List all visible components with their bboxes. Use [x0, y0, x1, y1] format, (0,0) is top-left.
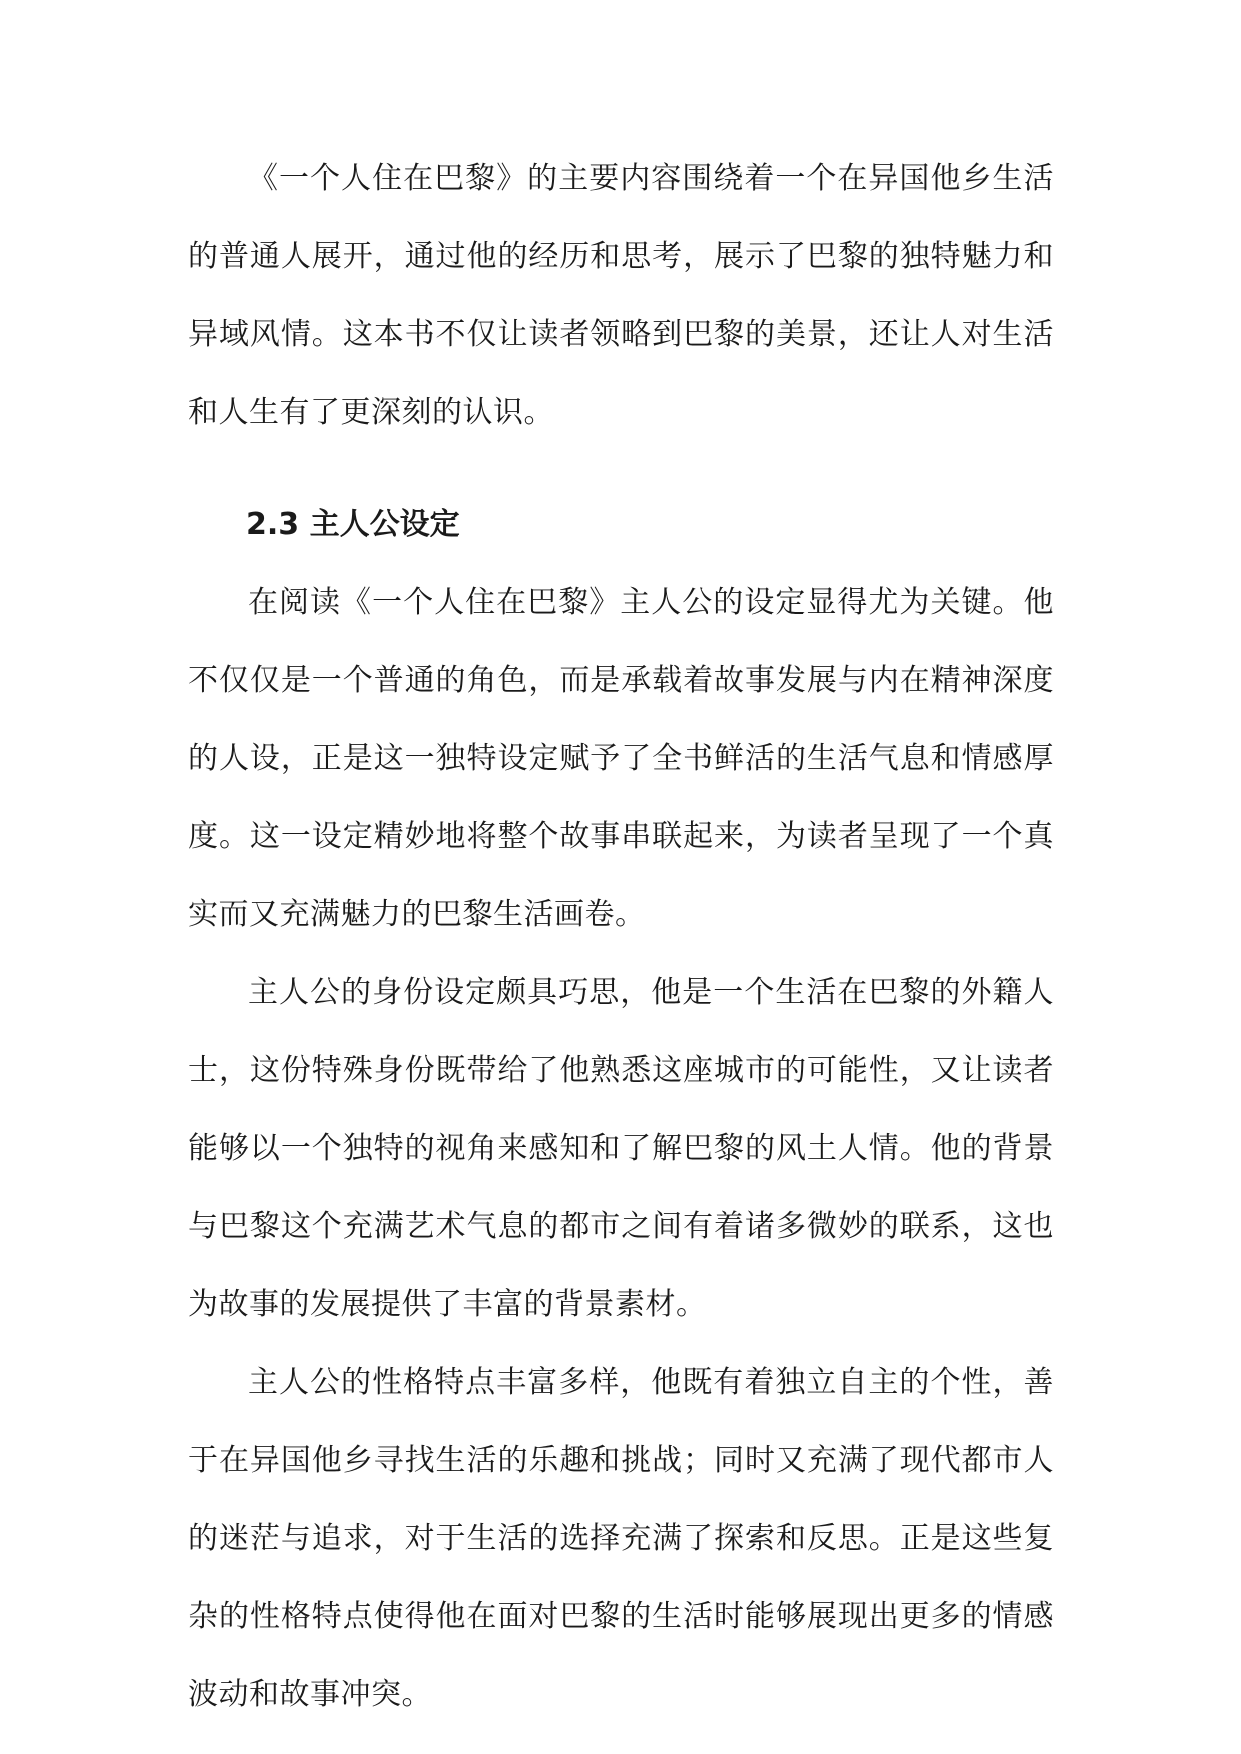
document-body — [188, 140, 1054, 1734]
body-paragraph-2: 主人公的身份设定颇具巧思，他是一个生活在巴黎的外籍人士，这份特殊身份既带给了他熟悉这座城市的可能性，又让读者能够以一个独特的视角来感知和了解巴黎的风土人情。他的背景与巴黎这个充满艺术气息的都市之间有着诸多微妙的联系，这也为故事的发展提供了丰富的背景素材。 — [188, 975, 1054, 1322]
body-paragraph-1: 在阅读《一个人住在巴黎》主人公的设定显得尤为关键。他不仅仅是一个普通的角色，而是承载着故事发展与内在精神深度的人设，正是这一独特设定赋予了全书鲜活的生活气息和情感厚度。这一设定精妙地将整个故事串联起来，为读者呈现了一个真实而又充满魅力的巴黎生活画卷。 — [188, 585, 1054, 932]
body-paragraph-3: 主人公的性格特点丰富多样，他既有着独立自主的个性，善于在异国他乡寻找生活的乐趣和挑战；同时又充满了现代都市人的迷茫与追求，对于生活的选择充满了探索和反思。正是这些复杂的性格特点使得他在面对巴黎的生活时能够展现出更多的情感波动和故事冲突。 — [188, 1365, 1054, 1712]
section-heading: 2.3 主人公设定 — [246, 507, 460, 542]
intro-paragraph: 《一个人住在巴黎》的主要内容围绕着一个在异国他乡生活的普通人展开，通过他的经历和思考，展示了巴黎的独特魅力和异域风情。这本书不仅让读者领略到巴黎的美景，还让人对生活和人生有了更深刻的认识。 — [188, 161, 1054, 430]
